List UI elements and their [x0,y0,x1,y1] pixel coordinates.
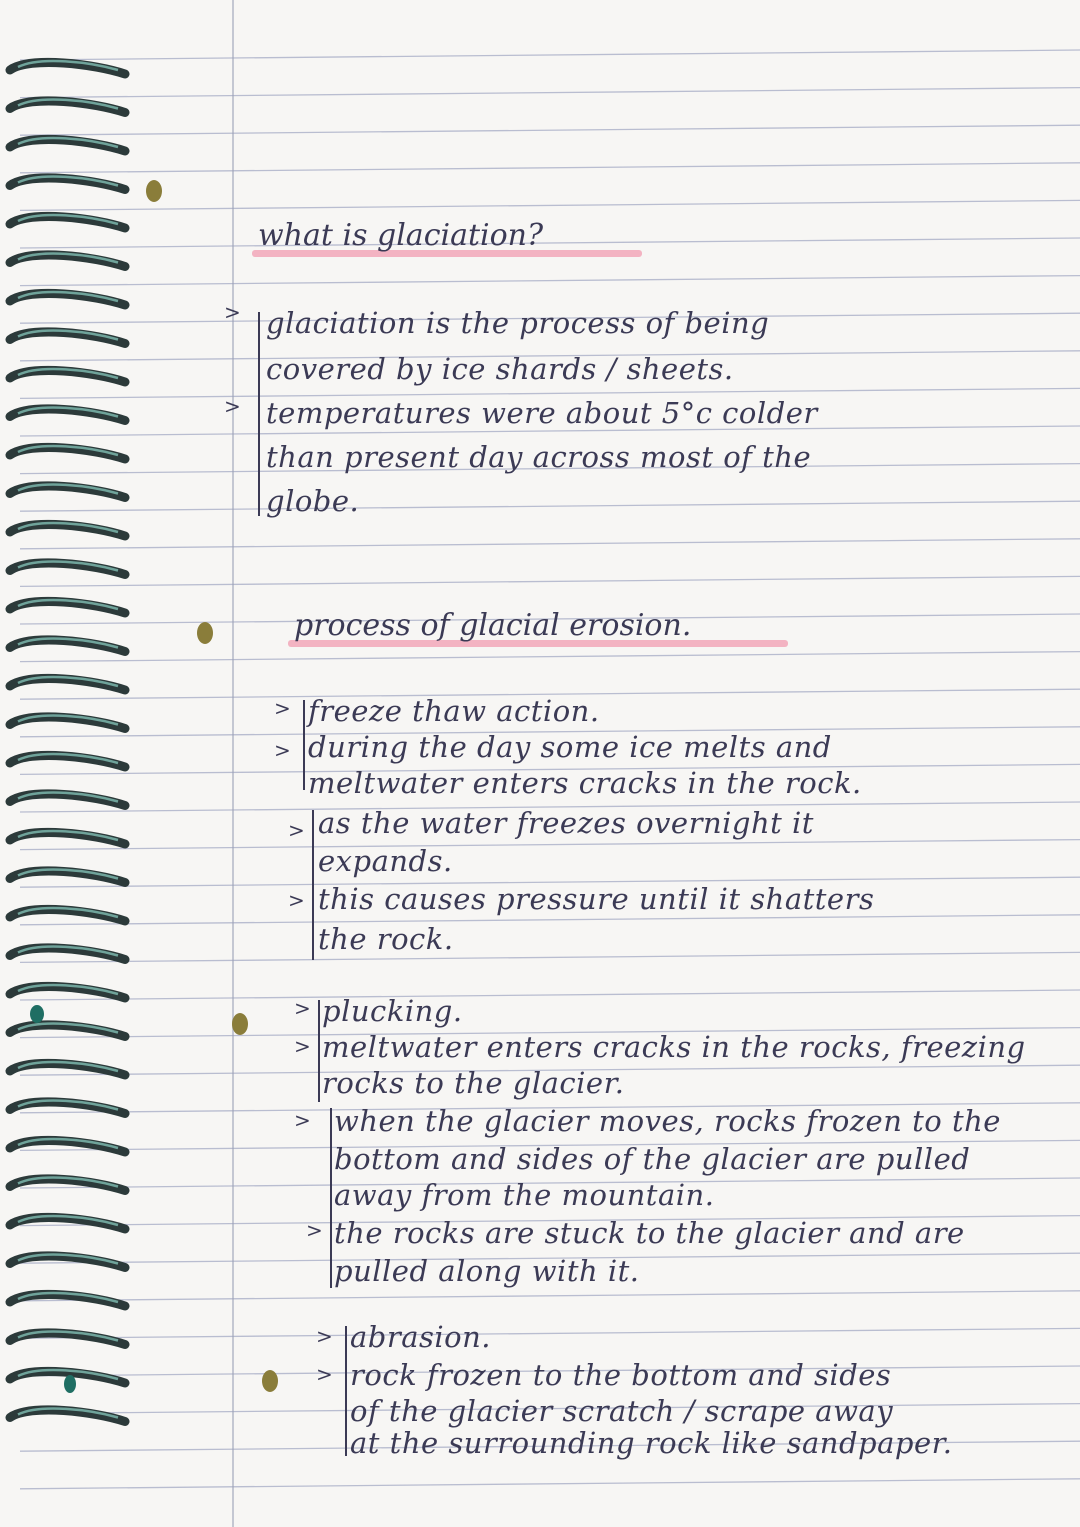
text-line: abrasion. [350,1320,492,1354]
rule-line [20,125,1080,135]
margin-line [232,0,234,1527]
bullet-dot [232,1013,248,1035]
text-line: meltwater enters cracks in the rocks, freezing [322,1030,1026,1064]
heading-what-is-glaciation: what is glaciation? [258,218,544,253]
rule-line [20,200,1080,210]
text-line: away from the mountain. [334,1178,715,1212]
text-line: than present day across most of the [266,440,812,474]
rule-line [20,990,1080,1000]
caret-marker: > [288,888,306,912]
caret-marker: > [294,1108,312,1132]
text-line: bottom and sides of the glacier are pulled [334,1142,971,1176]
rule-line [20,50,1080,60]
caret-marker: > [316,1362,334,1386]
bracket-line [303,700,305,790]
rule-line [20,163,1080,173]
text-line: the rocks are stuck to the glacier and are [334,1216,965,1250]
rule-line [20,88,1080,98]
caret-marker: > [294,1034,312,1058]
caret-marker: > [224,300,242,324]
text-line: meltwater enters cracks in the rock. [308,766,862,800]
text-line: expands. [318,844,453,878]
bullet-dot [64,1375,76,1393]
text-line: of the glacier scratch / scrape away [350,1394,894,1428]
text-line: globe. [266,484,360,518]
bracket-line [345,1326,347,1456]
rule-line [20,276,1080,286]
rule-line [20,238,1080,248]
text-line: rocks to the glacier. [322,1066,625,1100]
heading-process-of-glacial-erosion: process of glacial erosion. [294,608,692,643]
bullet-dot [197,622,213,644]
spiral-binding [0,50,140,1470]
text-line: as the water freezes overnight it [318,806,814,840]
bullet-dot [30,1005,44,1023]
rule-line [20,1291,1080,1301]
rule-line [20,915,1080,925]
text-line: rock frozen to the bottom and sides [350,1358,892,1392]
text-line: temperatures were about 5°c colder [266,396,818,430]
text-line: during the day some ice melts and [308,730,832,764]
text-line: at the surrounding rock like sandpaper. [350,1426,953,1460]
bracket-line [258,312,260,516]
text-line: this causes pressure until it shatters [318,882,875,916]
caret-marker: > [294,996,312,1020]
rule-line [20,539,1080,549]
bracket-line [318,1000,320,1102]
rule-line [20,840,1080,850]
rule-line [20,576,1080,586]
caret-marker: > [306,1218,324,1242]
caret-marker: > [316,1324,334,1348]
caret-marker: > [224,394,242,418]
rule-line [20,1479,1080,1489]
text-line: the rock. [318,922,454,956]
bullet-dot [146,180,162,202]
caret-marker: > [274,738,292,762]
bracket-line [312,810,314,960]
text-line: when the glacier moves, rocks frozen to the [334,1104,1001,1138]
bullet-dot [262,1370,278,1392]
text-line: plucking. [322,994,463,1028]
rule-line [20,952,1080,962]
rule-line [20,501,1080,511]
text-line: covered by ice shards / sheets. [266,352,734,386]
bracket-line [330,1108,332,1288]
text-line: freeze thaw action. [308,694,600,728]
text-line: glaciation is the process of being [266,306,770,340]
caret-marker: > [274,696,292,720]
text-line: pulled along with it. [334,1254,640,1288]
rule-line [20,1328,1080,1338]
rule-line [20,652,1080,662]
caret-marker: > [288,818,306,842]
